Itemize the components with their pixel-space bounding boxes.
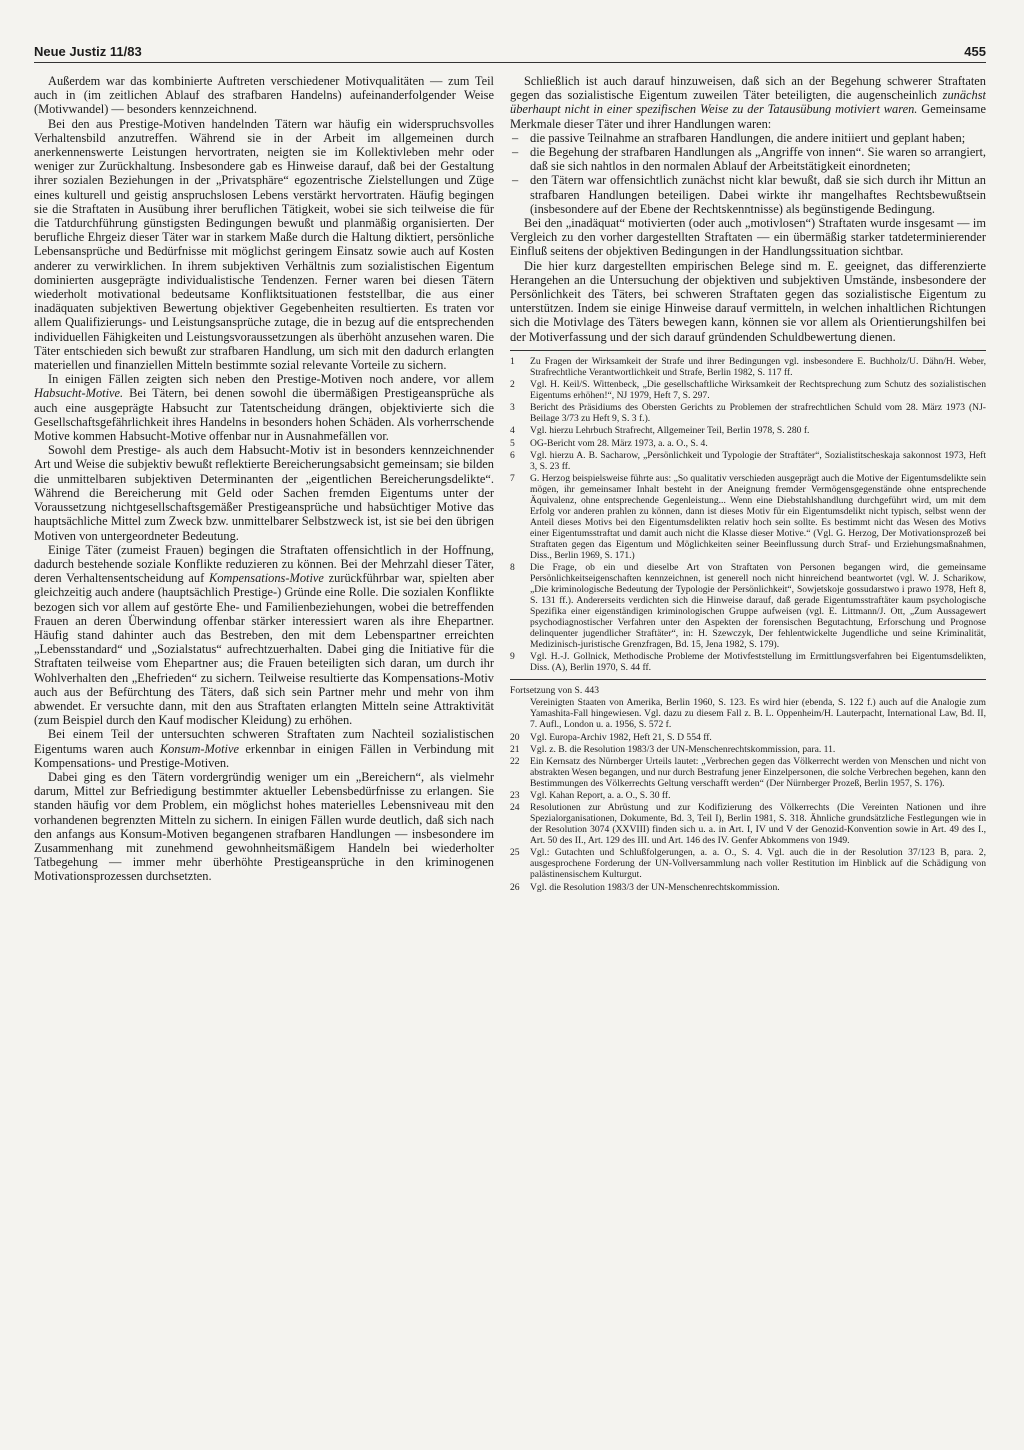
footnote-number: 7 xyxy=(510,472,515,484)
footnote-number: 25 xyxy=(510,847,520,859)
footnote-text: Bericht des Präsidiums des Obersten Gerichts zu Problemen der strafrechtlichen Schuld vom 28. März 1973 (NJ-Beilage 3/73 zu Heft 9, S. 3 f.). xyxy=(530,402,986,425)
paragraph: Bei einem Teil der untersuchten schweren Straftaten zum Nachteil sozialistischen Eigentums waren auch Konsum-Motive erkennbar in einigen Fällen in Verbindung mit Kompensations- und Prestige-Motiven. xyxy=(34,727,494,770)
footnote-item xyxy=(510,790,986,801)
emphasis: Habsucht-Motive. xyxy=(34,386,124,401)
footnote-text: Die Frage, ob ein und dieselbe Art von Straftaten von Personen begangen wird, die gemeinsame Persönlichkeitseigenschaften kennzeichnen, ist generell noch nicht hinreichend beantwortet (vgl. W. J. Scharikow, „Die kriminologische Bedeutung der Typologie der Persönlichkeit“, Sowjetskoje gossudarstwo i prawo 1978, Heft 8, S. 131 ff.). Andererseits verdichten sich die Hinweise darauf, daß gerade Eigentumsstraftäter kaum psychologische Spezifika einer eigenständigen kriminologischen Gruppe aufweisen (vgl. E. Littmann/J. Ott, „Zum Aussagewert psychodiagnostischer Verfahren unter den Aspekten der forensischen Begutachtung, Erforschung und Prognose delinquenter jugendlicher Straftäter“, in: H. Szewczyk, Der fehlentwickelte Jugendliche und seine Kriminalität, Medizinisch-juristische Grenzfragen, Bd. 15, Jena 1982, S. 179). xyxy=(530,562,986,651)
footnote-divider xyxy=(510,350,986,351)
paragraph: In einigen Fällen zeigten sich neben den Prestige-Motiven noch andere, vor allem Habsucht-Motive. Bei Tätern, bei denen sowohl die übermäßigen Prestigeansprüche als auch eine ausgeprägte Habsucht zur Tatentscheidung drängen, objektivierte sich die Gesellschaftsgefährlichkeit ihres Handelns in besonders hohen Schäden. Als vorherrschende Motive kommen Habsucht-Motive offenbar nur in Ausnahmefällen vor. xyxy=(34,372,494,444)
list-item: – die Begehung der strafbaren Handlungen als „Angriffe von innen“. Sie waren so arrangiert, daß sie sich nahtlos in den normalen Ablauf der Arbeitstätigkeit einordneten; xyxy=(510,145,986,173)
footnote-number: 24 xyxy=(510,802,520,814)
continuation-notes xyxy=(510,685,986,892)
footnotes xyxy=(510,356,986,674)
emphasis: Kompensations-Motive xyxy=(208,571,324,586)
paragraph: Bei den aus Prestige-Motiven handelnden Tätern war häufig ein widerspruchsvolles Verhaltensbild anzutreffen. Während sie in der Arbeit im allgemeinen durch anerkennenswerte Leistungen hervortraten, neigten sie im Kollektivleben mehr oder weniger zur Zurückhaltung. Insbesondere gab es Hinweise darauf, daß bei der Gestaltung ihrer sozialen Beziehungen in der „Privatsphäre“ egozentrische Zielstellungen und Züge eines kulturell und geistig anspruchslosen Lebens verstärkt hervortraten. Häufig begingen sie die Straftaten in Ausübung ihrer beruflichen Tätigkeit, wobei sie sich teilweise die für die Tatdurchführung günstigsten Bedingungen bewußt und planmäßig organisierten. Der berufliche Ehrgeiz dieser Täter war in starkem Maße durch die Haltung diktiert, persönliche Lebensansprüche und Bedürfnisse mit möglichst geringem Einsatz sowie auch auf Kosten anderer zu verwirklichen. In ihrem subjektiven Verhältnis zum sozialistischen Eigentum dominierten ausgeprägte individualistische Tendenzen. Ferner waren bei diesen Tätern wiederholt motivational bedeutsame Konfliktsituationen feststellbar, die aus einer inadäquaten subjektiven Bewertung objektiver Gegebenheiten resultierten. Es traten vor allem Qualifizierungs- und Leistungsansprüche zutage, die in bezug auf die entsprechenden individuellen Fähigkeiten und Leistungsvoraussetzungen als überhöht anzusehen waren. Die Täter entschieden sich bewußt zur strafbaren Handlung, um sich mit den dadurch erlangten materiellen und finanziellen Mitteln bestimmte sozial relevante Vorteile zu sichern. xyxy=(34,116,494,373)
footnote-text: Ein Kernsatz des Nürnberger Urteils lautet: „Verbrechen gegen das Völkerrecht werden von Menschen und nicht von abstrakten Wesen begangen, und nur durch Bestrafung jener Einzelpersonen, die solche Verbrechen begehen, kann den Bestimmungen des Völkerrechts Geltung verschafft werden“ (Der Nürnberger Prozeß, Berlin 1957, S. 176). xyxy=(530,755,986,789)
footnotes-continued xyxy=(510,732,986,893)
footnote-item xyxy=(510,651,986,673)
page-header xyxy=(34,44,986,63)
footnote-number: 1 xyxy=(510,355,515,367)
footnote-item xyxy=(510,756,986,789)
footnote-item xyxy=(510,450,986,472)
list-item: – die passive Teilnahme an strafbaren Handlungen, die andere initiiert und geplant haben; xyxy=(510,131,986,145)
paragraph: Die hier kurz dargestellten empirischen Belege sind m. E. geeignet, das differenzierte Herangehen an die Untersuchung der objektiven und subjektiven Umstände, insbesondere der Persönlichkeit des Täters, bei schweren Straftaten gegen das sozialistische Eigentum zu unterstützen. Indem sie einige Hinweise darauf vermitteln, in welchen inhaltlichen Richtungen sich die Motivlage des Täters bewegen kann, können sie vor allem als Orientierungshilfen bei der Motiverfassung und der sich darauf gründenden Schuldbewertung dienen. xyxy=(510,258,986,344)
footnote-item xyxy=(510,425,986,436)
footnote-text: Vgl. hierzu A. B. Sacharow, „Persönlichkeit und Typologie der Straftäter“, Sozialistitscheskaja sakonnost 1973, Heft 3, S. 23 ff. xyxy=(530,449,986,472)
footnote-text: Vgl. die Resolution 1983/3 der UN-Menschenrechtskommission. xyxy=(530,881,780,893)
footnote-item xyxy=(510,473,986,561)
footnote-item xyxy=(510,402,986,424)
footnote-item xyxy=(510,882,986,893)
paragraph: Einige Täter (zumeist Frauen) begingen die Straftaten offensichtlich in der Hoffnung, dadurch bestehende soziale Konflikte reduzieren zu können. Bei der Mehrzahl dieser Täter, deren Verhaltensentscheidung auf Kompensations-Motive zurückführbar war, spielten aber gleichzeitig auch andere (hauptsächlich Prestige-) Gründe eine Rolle. Die sozialen Konflikte bezogen sich vor allem auf gestörte Ehe- und Familienbeziehungen, wobei die betreffenden Frauen an deren Überwindung offenbar stärker interessiert waren als ihre Ehepartner. Häufig stand dahinter auch das Bestreben, den mit dem Lebenspartner erreichten „Lebensstandard“ und „Sozialstatus“ aufrechtzuerhalten. Dabei ging die Initiative für die Straftaten teilweise vom Ehepartner aus; die Frauen beteiligten sich daran, um durch ihr Wohlverhalten den „Ehefrieden“ zu sichern. Teilweise resultierte das Kompensations-Motiv auch aus der Befürchtung des Täters, daß sich sein Partner mehr und mehr von ihm abwendet. Er versuchte dann, mit den aus Straftaten erlangten Mitteln seine Attraktivität (zum Beispiel durch den Kauf modischer Kleidung) zu erhöhen. xyxy=(34,542,494,728)
left-column xyxy=(34,74,494,1426)
footnote-item xyxy=(510,744,986,755)
footnote-text: OG-Bericht vom 28. März 1973, a. a. O., S. 4. xyxy=(530,437,708,449)
footnote-text: Vgl.: Gutachten und Schlußfolgerungen, a. a. O., S. 4. Vgl. auch die in der Resolution 37/123 B, para. 2, ausgesprochene Forderung der UN-Vollversammlung nach voller Restitution im Hinblick auf die Schädigung von palästinensischem Kulturgut. xyxy=(530,847,986,881)
footnote-number: 4 xyxy=(510,425,515,437)
footnote-item xyxy=(510,438,986,449)
footnote-number: 21 xyxy=(510,743,520,755)
footnote-number: 9 xyxy=(510,651,515,663)
footnote-text: Vgl. H.-J. Gollnick, Methodische Probleme der Motivfeststellung im Ermittlungsverfahren bei Eigentumsdelikten, Diss. (A), Berlin 1970, S. 44 ff. xyxy=(530,651,986,674)
right-column xyxy=(510,74,986,1426)
footnote-number: 23 xyxy=(510,790,520,802)
continuation-text: Vereinigten Staaten von Amerika, Berlin 1960, S. 123. Es wird hier (ebenda, S. 122 f.) auch auf die Analogie zum Yamashita-Fall hingewiesen. Vgl. dazu zu diesem Fall z. B. L. Oppenheim/H. Lauterpacht, International Law, Bd. II, 7. Aufl., London u. a. 1956, S. 572 f. xyxy=(530,697,986,731)
emphasis: Konsum-Motive xyxy=(159,741,239,756)
emphasis: zunächst überhaupt nicht in einer spezifischen Weise zu der Tatausübung motiviert waren. xyxy=(510,88,986,117)
footnote-item xyxy=(510,562,986,650)
paragraph: Sowohl dem Prestige- als auch dem Habsucht-Motiv ist in besonders kennzeichnender Art und Weise die subjektiv bewußt reflektierte Bereicherungsabsicht gemeinsam; sie bilden die unmittelbaren subjektiven Determinanten der „eigentlichen Bereicherungsdelikte“. Während die Bereicherung mit Geld oder Sachen fremden Eigentums unter der Voraussetzung nichtgesellschaftsgemäßer Prestigeansprüche und habsüchtiger Motive das hauptsächliche Mittel zum Zweck bzw. unmittelbarer Selbstzweck ist, ist sie bei den übrigen Motiven von untergeordneter Bedeutung. xyxy=(34,443,494,543)
footnote-item xyxy=(510,732,986,743)
footnote-text: Resolutionen zur Abrüstung und zur Kodifizierung des Völkerrechts (Die Vereinten Nationen und ihre Spezialorganisationen, Dokumente, Bd. 3, Teil I), Berlin 1981, S. 318. Ähnliche grundsätzliche Festlegungen wie in der Resolution 3074 (XXVIII) finden sich u. a. in Art. I, IV und V der Genozid-Konvention sowie in Art. 49 des I., Art. 50 des II., Art. 129 des III. und Art. 146 des IV. Genfer Abkommens von 1949. xyxy=(530,802,986,847)
footnote-text: Vgl. hierzu Lehrbuch Strafrecht, Allgemeiner Teil, Berlin 1978, S. 280 f. xyxy=(530,425,810,437)
footnote-text: Vgl. Kahan Report, a. a. O., S. 30 ff. xyxy=(530,790,671,802)
footnote-text: Vgl. z. B. die Resolution 1983/3 der UN-Menschenrechtskommission, para. 11. xyxy=(530,743,836,755)
paragraph: Dabei ging es den Tätern vordergründig weniger um ein „Bereichern“, als vielmehr darum, Mittel zur Befriedigung bestimmter aktueller Lebensbedürfnisse zu erlangen. Sie standen häufig vor dem Problem, ein möglichst hohes materielles Lebensniveau mit den vorhandenen begrenzten Mitteln zu sichern. In einigen Fällen wurde deutlich, daß sich nach den anfangs aus Konsum-Motiven begangenen strafbaren Handlungen — insbesondere im Zusammenhang mit zunehmend gewohnheitsmäßigem Handeln bei wiederholter Tatbegehung — immer mehr überhöhte Prestigeansprüche in den kriminogenen Motivationsprozessen durchsetzten. xyxy=(34,769,494,884)
paragraph: Schließlich ist auch darauf hinzuweisen, daß sich an der Begehung schwerer Straftaten gegen das sozialistische Eigentum zuweilen Täter beteiligten, die augenscheinlich zunächst überhaupt nicht in einer spezifischen Weise zu der Tatausübung motiviert waren. Gemeinsame Merkmale dieser Täter und ihrer Handlungen waren: xyxy=(510,74,986,131)
continuation-label: Fortsetzung von S. 443 xyxy=(510,685,600,697)
footnote-text: Zu Fragen der Wirksamkeit der Strafe und ihrer Bedingungen vgl. insbesondere E. Buchholz/U. Dähn/H. Weber, Strafrechtliche Verantwortlichkeit und Strafe, Berlin 1982, S. 117 ff. xyxy=(530,355,986,378)
footnote-item xyxy=(510,847,986,880)
footnote-number: 6 xyxy=(510,449,515,461)
paragraph: Bei den „inadäquat“ motivierten (oder auch „motivlosen“) Straftaten wurde insgesamt — im Vergleich zu den vorher dargestellten Straftaten — ein übermäßig starker tatdeterminierender Einfluß seitens der objektiven Bedingungen in der Handlungssituation sichtbar. xyxy=(510,216,986,259)
footnote-item xyxy=(510,379,986,401)
footnote-number: 8 xyxy=(510,562,515,574)
footnote-number: 26 xyxy=(510,881,520,893)
paragraph: Außerdem war das kombinierte Auftreten verschiedener Motivqualitäten — zum Teil auch in (im zeitlichen Ablauf des strafbaren Handelns) aufeinanderfolgender Weise (Motivwandel) — besonders kennzeichnend. xyxy=(34,74,494,117)
page-number: 455 xyxy=(964,44,986,59)
footnote-number: 3 xyxy=(510,402,515,414)
footnote-text: G. Herzog beispielsweise führte aus: „So qualitativ verschieden ausgeprägt auch die Motive der Eigentumsdelikte sein mögen, ihr gemeinsamer Inhalt besteht in der Aneignung fremder Vermögensgegenstände ohne entsprechende Äquivalenz, ohne entsprechende Gegenleistung... Wenn eine Diebstahlshandlung durchgeführt wird, um mit dem Erfolg vor anderen prahlen zu können, dann ist dieses Motiv für ein Eigentumsdelikt nicht typisch, selbst wenn der Anteil dieses Motivs bei den Eigentumsdelikten relativ hoch sein sollte. Es bestimmt nicht das Wesen des Motivs einer Eigentumsstraftat und damit auch nicht die Klasse dieser Motive.“ (Vgl. G. Herzog, Der Motivationsprozeß bei Straftaten gegen das Eigentum und Möglichkeiten seiner Beeinflussung durch Straf- und Erziehungsmaßnahmen, Diss., Berlin 1969, S. 171.) xyxy=(530,472,986,561)
journal-title: Neue Justiz 11/83 xyxy=(34,44,142,59)
footnote-item xyxy=(510,356,986,378)
footnote-number: 22 xyxy=(510,755,520,767)
bullet-list xyxy=(510,131,986,216)
footnote-number: 20 xyxy=(510,731,520,743)
footnote-item xyxy=(510,802,986,846)
footnote-number: 5 xyxy=(510,437,515,449)
footnote-text: Vgl. Europa-Archiv 1982, Heft 21, S. D 554 ff. xyxy=(530,731,712,743)
footnote-divider xyxy=(510,679,986,680)
footnote-number: 2 xyxy=(510,379,515,391)
list-item: – den Tätern war offensichtlich zunächst nicht klar bewußt, daß sie sich durch ihr Mittun an strafbaren Handlungen beteiligen. Dabei wirkte ihr mangelhaftes Rechtsbewußtsein (insbesondere auf der Ebene der Rechtskenntnisse) als begünstigende Bedingung. xyxy=(510,173,986,216)
footnote-text: Vgl. H. Keil/S. Wittenbeck, „Die gesellschaftliche Wirksamkeit der Rechtsprechung zum Schutz des sozialistischen Eigentums erhöhen!“, NJ 1979, Heft 7, S. 297. xyxy=(530,379,986,402)
